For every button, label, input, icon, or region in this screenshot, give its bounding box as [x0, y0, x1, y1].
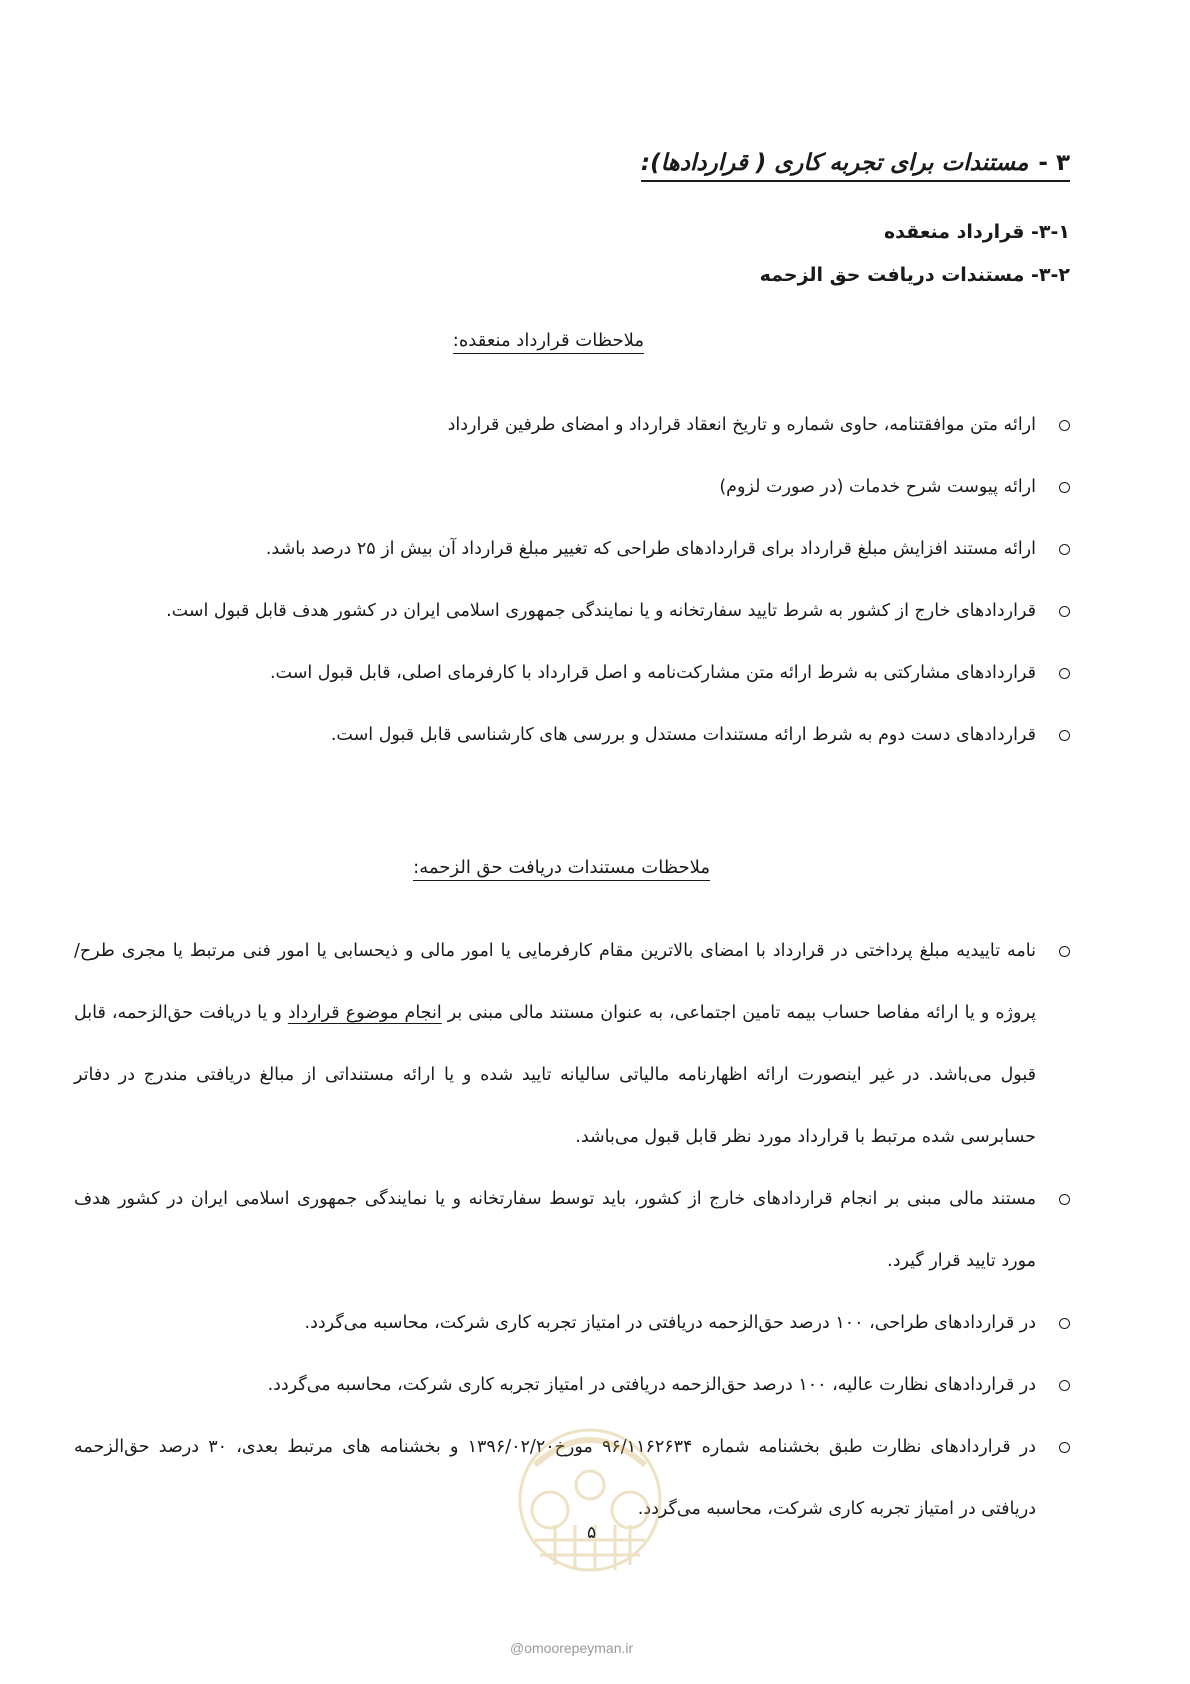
- list-item-text-part-2: و یا دریافت حق‌الزحمه، قابل قبول می‌باشد. در غیر اینصورت ارائه اظهارنامه مالیاتی سالیانه تایید شده و یا ارائه مستنداتی از مبالغ دریافتی مندرج در دفاتر حسابرسی شده مرتبط با قرارداد مورد نظر قابل قبول می‌باشد.: [74, 1003, 1036, 1147]
- section-title: مستندات برای تجربه کاری ( قراردادها):: [640, 150, 1029, 176]
- circle-bullet-icon: [1059, 1380, 1070, 1391]
- list-item-text: ارائه پیوست شرح خدمات (در صورت لزوم): [719, 477, 1036, 497]
- list-item: [74, 394, 1070, 456]
- list-item: [74, 456, 1070, 518]
- list-item-text: قراردادهای مشارکتی به شرط ارائه متن مشارکت‌نامه و اصل قرارداد با کارفرمای اصلی، قابل قبول است.: [269, 663, 1036, 683]
- fee-notes-title: ملاحظات مستندات دریافت حق الزحمه:: [413, 857, 710, 881]
- list-item-text: در قراردادهای نظارت عالیه، ۱۰۰ درصد حق‌الزحمه دریافتی در امتیاز تجربه کاری شرکت، محاسبه می‌گردد.: [267, 1375, 1036, 1395]
- circle-bullet-icon: [1059, 668, 1070, 679]
- circle-bullet-icon: [1059, 1318, 1070, 1329]
- list-item: [74, 580, 1070, 642]
- list-item-text: در قراردادهای نظارت طبق بخشنامه شماره ۹۶/۱۱۶۲۶۳۴ مورخ۱۳۹۶/۰۲/۲۰ و بخشنامه های مرتبط بعدی، ۳۰ درصد حق‌الزحمه دریافتی در امتیاز تجربه کاری شرکت، محاسبه می‌گردد.: [74, 1437, 1036, 1519]
- circle-bullet-icon: [1059, 544, 1070, 555]
- subsection-heading-1: ۳-۱- قرارداد منعقده: [883, 221, 1070, 243]
- list-item: [74, 704, 1070, 766]
- list-item: [74, 920, 1070, 1168]
- circle-bullet-icon: [1059, 1194, 1070, 1205]
- list-item: [74, 642, 1070, 704]
- circle-bullet-icon: [1059, 606, 1070, 617]
- list-item: [74, 1292, 1070, 1354]
- subsection-heading-2: ۳-۲- مستندات دریافت حق الزحمه: [759, 264, 1070, 286]
- list-item-text: ارائه متن موافقتنامه، حاوی شماره و تاریخ انعقاد قرارداد و امضای طرفین قرارداد: [447, 415, 1036, 435]
- watermark-logo: [505, 1405, 675, 1595]
- section-number: ۳ -: [1038, 150, 1070, 176]
- contract-notes-title: ملاحظات قرارداد منعقده:: [453, 330, 644, 354]
- circle-bullet-icon: [1059, 482, 1070, 493]
- contract-notes-list: [74, 394, 1070, 766]
- list-item-text: قراردادهای خارج از کشور به شرط تایید سفارتخانه و یا نمایندگی جمهوری اسلامی ایران در کشور هدف قابل قبول است.: [166, 601, 1036, 621]
- list-item-text: قراردادهای دست دوم به شرط ارائه مستندات مستدل و بررسی های کارشناسی قابل قبول است.: [330, 725, 1036, 745]
- circle-bullet-icon: [1059, 1442, 1070, 1453]
- list-item-underlined-text: انجام موضوع قرارداد: [287, 1003, 442, 1023]
- circle-bullet-icon: [1059, 420, 1070, 431]
- list-item-text-part-1: نامه تاییدیه مبلغ پرداختی در قرارداد با امضای بالاترین مقام کارفرمایی یا امور مالی و ذیحسابی یا امور فنی مرتبط یا مجری طرح/پروژه و یا ارائه مفاصا حساب بیمه تامین اجتماعی، به عنوان مستند مالی مبنی بر: [74, 941, 1036, 1023]
- circle-bullet-icon: [1059, 946, 1070, 957]
- list-item: [74, 1168, 1070, 1292]
- list-item-text: در قراردادهای طراحی، ۱۰۰ درصد حق‌الزحمه دریافتی در امتیاز تجربه کاری شرکت، محاسبه می‌گردد.: [304, 1313, 1036, 1333]
- list-item: [74, 518, 1070, 580]
- list-item-text: ارائه مستند افزایش مبلغ قرارداد برای قراردادهای طراحی که تغییر مبلغ قرارداد آن بیش از ۲۵ درصد باشد.: [265, 539, 1036, 559]
- list-item-text: مستند مالی مبنی بر انجام قراردادهای خارج از کشور، باید توسط سفارتخانه و یا نمایندگی جمهوری اسلامی ایران در کشور هدف مورد تایید قرار گیرد.: [74, 1189, 1036, 1271]
- page-number: ۵: [587, 1523, 597, 1543]
- circle-bullet-icon: [1059, 730, 1070, 741]
- watermark-url: @omoorepeyman.ir: [510, 1640, 634, 1656]
- section-heading: [641, 150, 1070, 182]
